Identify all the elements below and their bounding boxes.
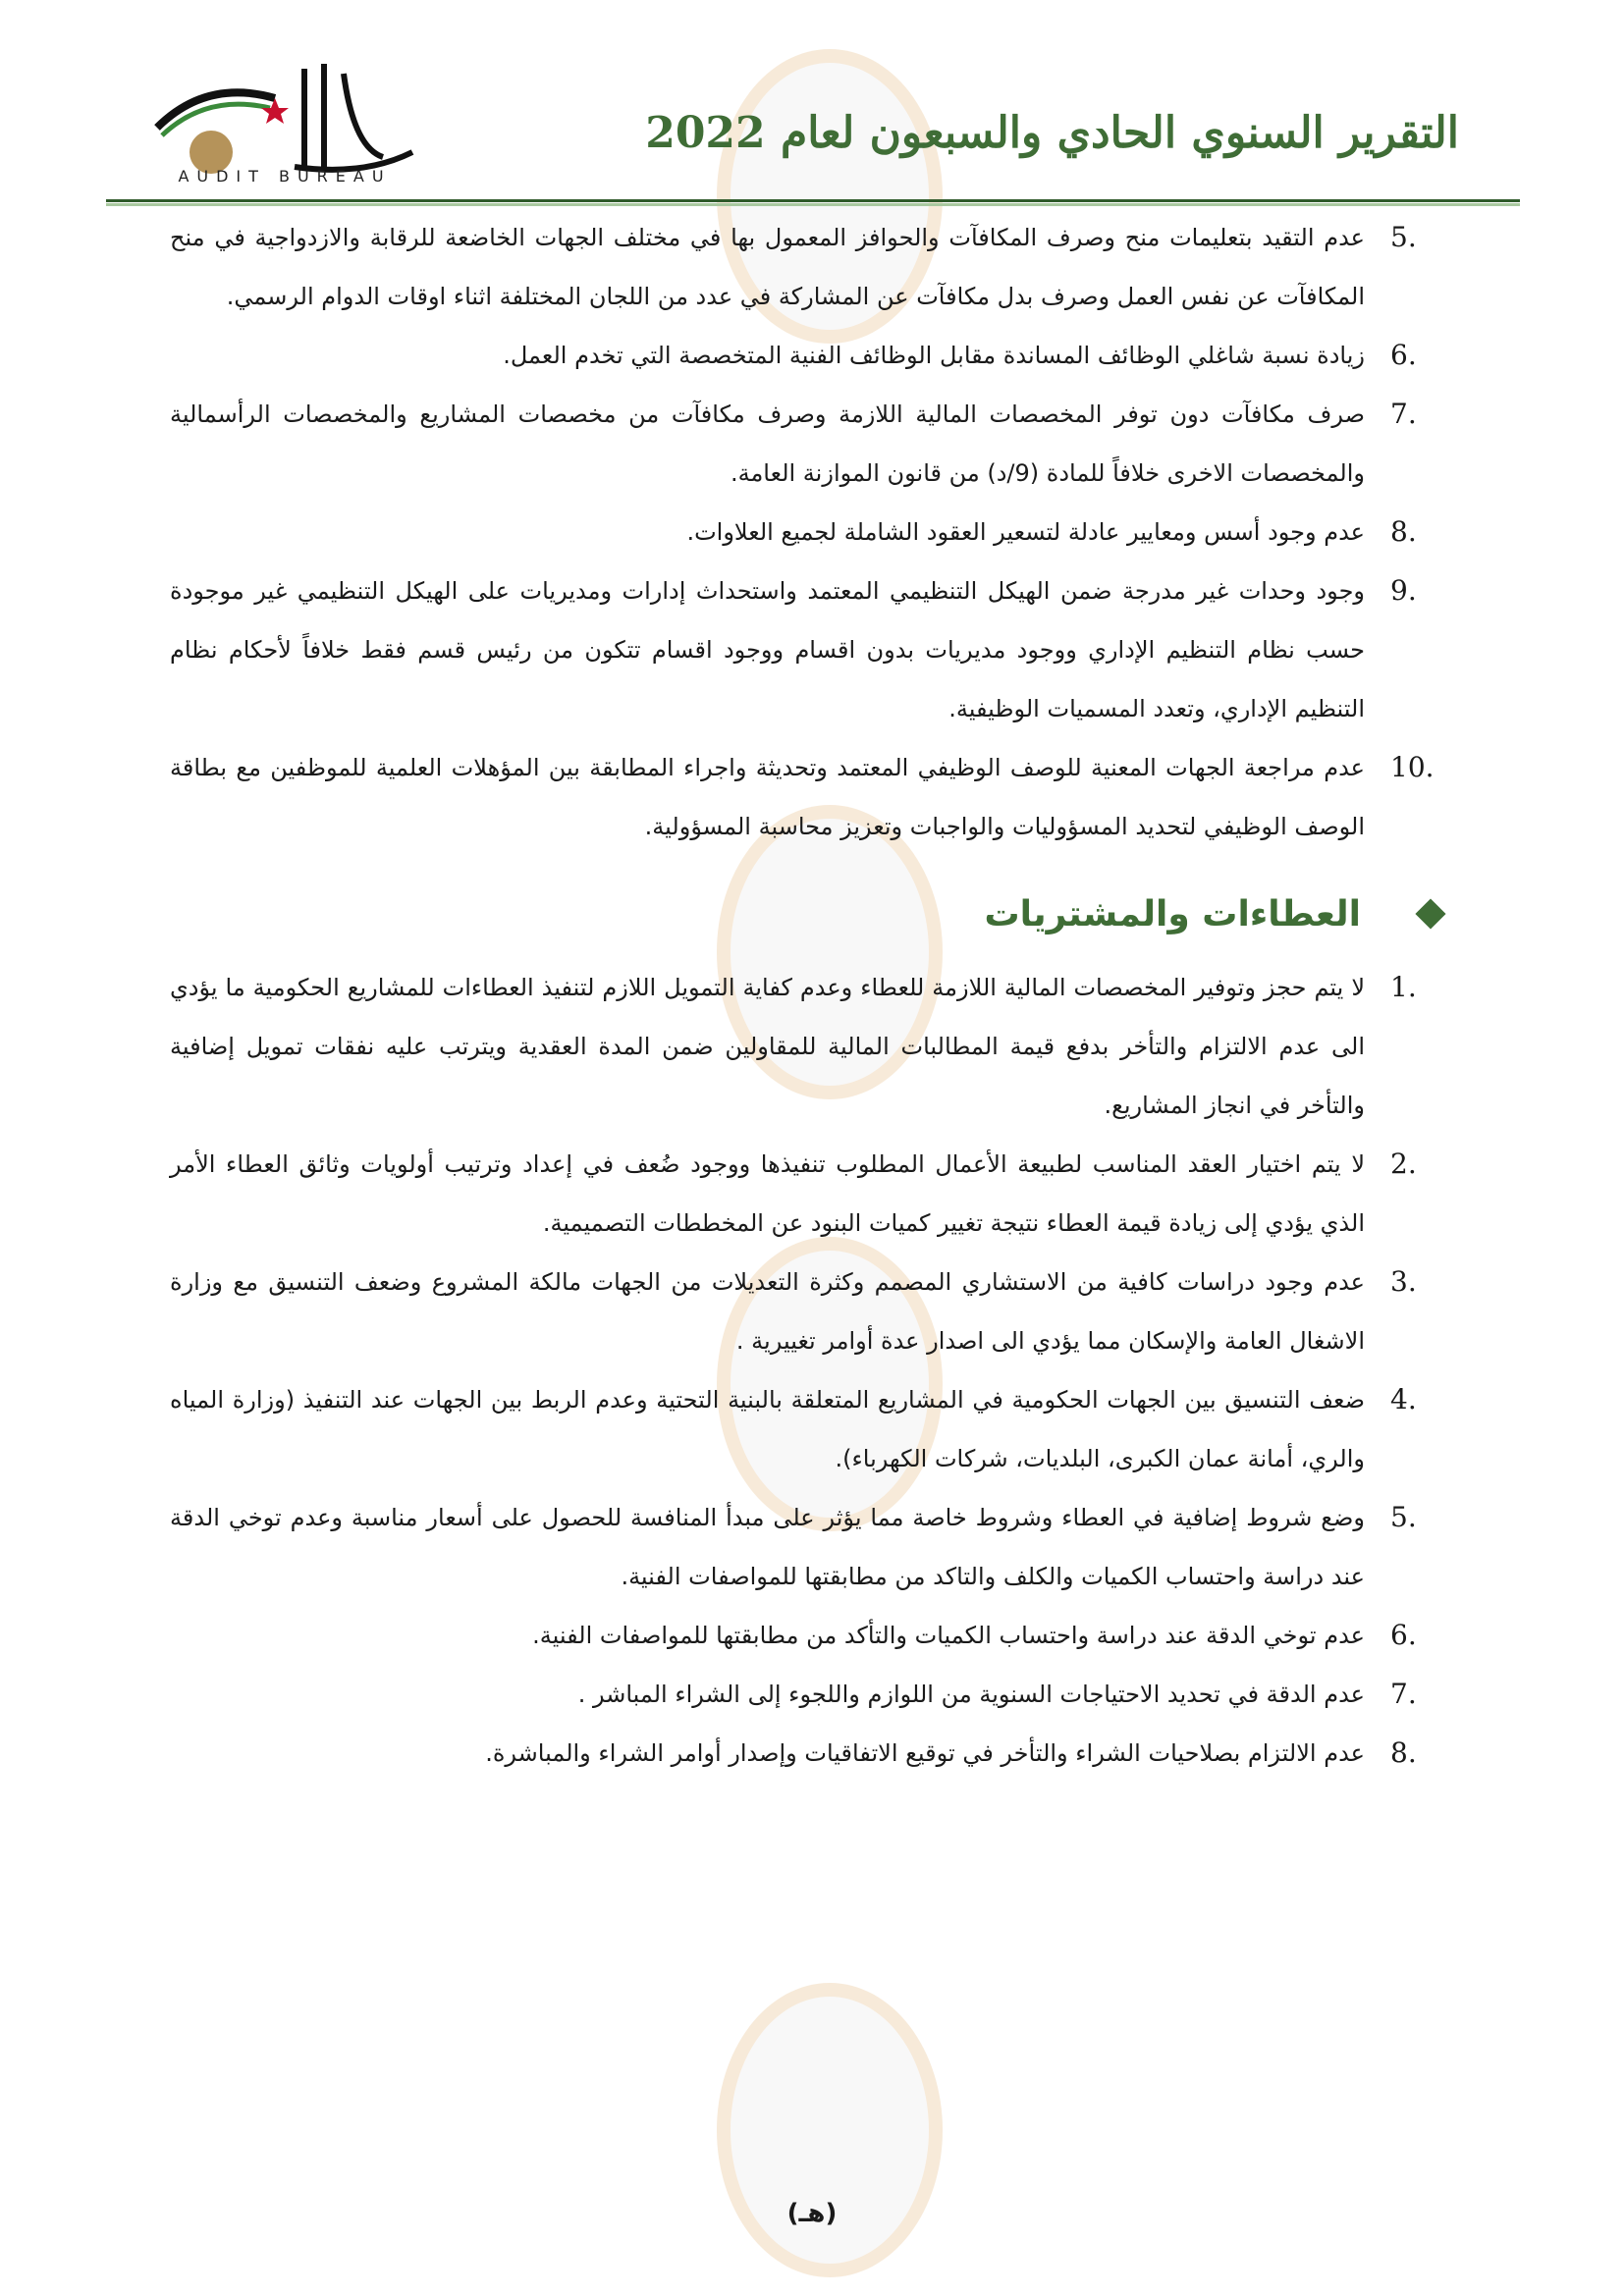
item-number: 7. bbox=[1390, 1678, 1417, 1710]
list-item bbox=[170, 326, 1469, 385]
header-divider bbox=[106, 199, 1520, 202]
item-text: صرف مكافآت دون توفر المخصصات المالية اللازمة وصرف مكافآت من مخصصات المشاريع والمخصصات الرأسمالية والمخصصات الاخرى خلافاً للمادة (9/د) من قانون الموازنة العامة. bbox=[170, 400, 1365, 487]
section-heading: العطاءات والمشتريات bbox=[984, 893, 1361, 934]
item-number: 9. bbox=[1390, 574, 1417, 607]
item-number: 3. bbox=[1390, 1265, 1417, 1298]
list-item bbox=[170, 1135, 1469, 1253]
header-divider-light bbox=[106, 203, 1520, 206]
item-text: وضع شروط إضافية في العطاء وشروط خاصة مما يؤثر على مبدأ المنافسة للحصول على أسعار مناسبة وعدم توخي الدقة عند دراسة واحتساب الكميات والكلف والتاكد من مطابقتها للمواصفات الفنية. bbox=[170, 1504, 1365, 1590]
list-item bbox=[170, 385, 1469, 503]
list-item bbox=[170, 958, 1469, 1135]
item-number: 6. bbox=[1390, 339, 1417, 371]
list-item bbox=[170, 1253, 1469, 1370]
item-number: 7. bbox=[1390, 398, 1417, 430]
item-text: لا يتم حجز وتوفير المخصصات المالية اللازمة للعطاء وعدم كفاية التمويل اللازم لتنفيذ العطاءات للمشاريع الحكومية ما يؤدي الى عدم الالتزام والتأخر بدفع قيمة المطالبات المالية للمقاولين ضمن المدة العقدية ويترتب عليه نفقات تمويل إضافية والتأخر في انجاز المشاريع. bbox=[170, 974, 1365, 1119]
item-text: عدم وجود دراسات كافية من الاستشاري المصمم وكثرة التعديلات من الجهات مالكة المشروع وضعف التنسيق مع وزارة الاشغال العامة والإسكان مما يؤدي الى اصدار عدة أوامر تغييرية . bbox=[170, 1268, 1365, 1355]
item-text: عدم مراجعة الجهات المعنية للوصف الوظيفي المعتمد وتحديثة واجراء المطابقة بين المؤهلات العلمية للموظفين مع بطاقة الوصف الوظيفي لتحديد المسؤوليات والواجبات وتعزيز محاسبة المسؤولية. bbox=[170, 754, 1365, 840]
watermark bbox=[717, 1983, 943, 2277]
list-item bbox=[170, 1488, 1469, 1606]
list-item bbox=[170, 1724, 1469, 1783]
list-item bbox=[170, 738, 1469, 856]
item-number: 1. bbox=[1390, 971, 1417, 1003]
findings-list-2 bbox=[170, 958, 1469, 1783]
item-text: وجود وحدات غير مدرجة ضمن الهيكل التنظيمي المعتمد واستحداث إدارات ومديريات على الهيكل التنظيمي غير موجودة حسب نظام التنظيم الإداري ووجود مديريات بدون اقسام ووجود اقسام تتكون من رئيس قسم فقط خلافاً لأحكام نظام التنظيم الإداري، وتعدد المسميات الوظيفية. bbox=[170, 577, 1365, 722]
item-number: 8. bbox=[1390, 1736, 1417, 1769]
list-item bbox=[170, 1665, 1469, 1724]
diamond-bullet-icon bbox=[1415, 898, 1445, 929]
item-text: عدم الدقة في تحديد الاحتياجات السنوية من اللوازم واللجوء إلى الشراء المباشر . bbox=[577, 1681, 1365, 1708]
item-text: عدم وجود أسس ومعايير عادلة لتسعير العقود الشاملة لجميع العلاوات. bbox=[686, 518, 1365, 546]
item-number: 6. bbox=[1390, 1619, 1417, 1651]
findings-list-1 bbox=[170, 208, 1469, 856]
report-body bbox=[170, 208, 1469, 1783]
item-number: 10. bbox=[1390, 751, 1435, 783]
item-text: عدم الالتزام بصلاحيات الشراء والتأخر في توقيع الاتفاقيات وإصدار أوامر الشراء والمباشرة. bbox=[485, 1739, 1365, 1767]
item-text: عدم توخي الدقة عند دراسة واحتساب الكميات والتأكد من مطابقتها للمواصفات الفنية. bbox=[532, 1622, 1365, 1649]
item-text: عدم التقيد بتعليمات منح وصرف المكافآت والحوافز المعمول بها في مختلف الجهات الخاضعة للرقابة والازدواجية في منح المكافآت عن نفس العمل وصرف بدل مكافآت عن المشاركة في عدد من اللجان المختلفة اثناء اوقات الدوام الرسمي. bbox=[170, 224, 1365, 310]
list-item bbox=[170, 208, 1469, 326]
page-number: (هـ) bbox=[786, 2199, 838, 2228]
item-number: 4. bbox=[1390, 1383, 1417, 1415]
item-text: ضعف التنسيق بين الجهات الحكومية في المشاريع المتعلقة بالبنية التحتية وعدم الربط بين الجهات عند التنفيذ (وزارة المياه والري، أمانة عمان الكبرى، البلديات، شركات الكهرباء). bbox=[170, 1386, 1365, 1472]
item-number: 5. bbox=[1390, 1501, 1417, 1533]
list-item bbox=[170, 503, 1469, 561]
item-number: 8. bbox=[1390, 515, 1417, 548]
logo-english-text: AUDIT BUREAU bbox=[178, 167, 392, 186]
item-text: لا يتم اختيار العقد المناسب لطبيعة الأعمال المطلوب تنفيذها ووجود ضُعف في إعداد وترتيب أولويات وثائق العطاء الأمر الذي يؤدي إلى زيادة قيمة العطاء نتيجة تغيير كميات البنود عن المخططات التصميمية. bbox=[170, 1150, 1365, 1237]
list-item bbox=[170, 1370, 1469, 1488]
item-number: 5. bbox=[1390, 221, 1417, 253]
list-item bbox=[170, 561, 1469, 738]
section-heading-row bbox=[170, 870, 1469, 958]
report-title: التقرير السنوي الحادي والسبعون لعام 2022 bbox=[645, 108, 1459, 158]
item-text: زيادة نسبة شاغلي الوظائف المساندة مقابل الوظائف الفنية المتخصصة التي تخدم العمل. bbox=[503, 342, 1365, 369]
item-number: 2. bbox=[1390, 1148, 1417, 1180]
list-item bbox=[170, 1606, 1469, 1665]
